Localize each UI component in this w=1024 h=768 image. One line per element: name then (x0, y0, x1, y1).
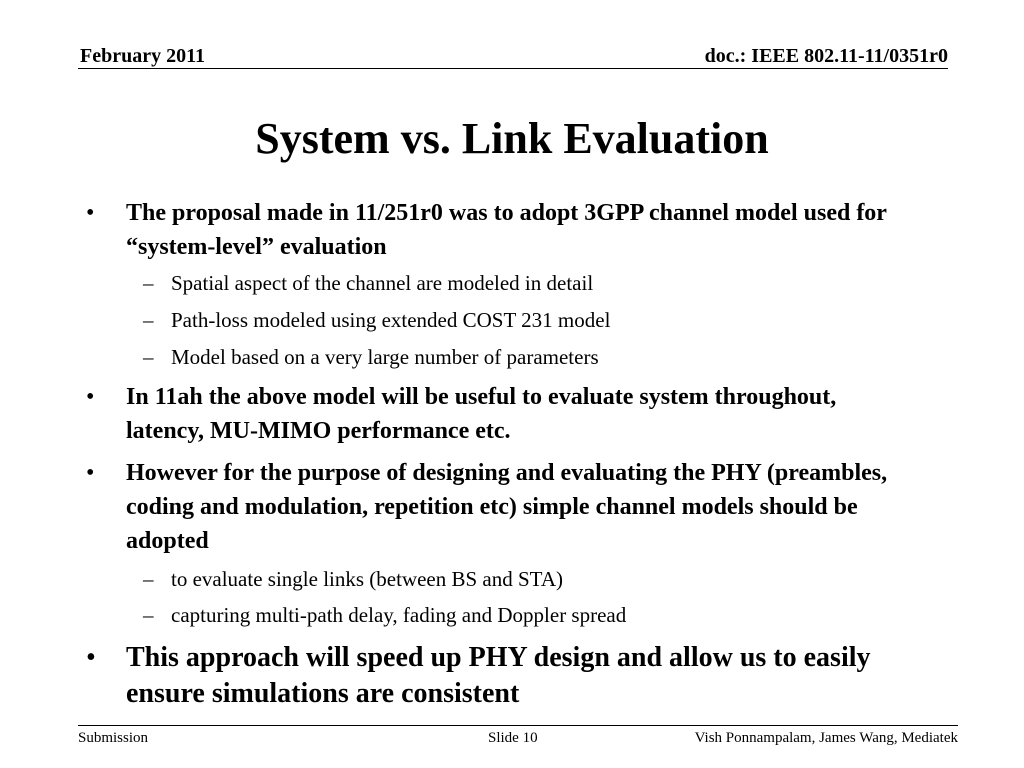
bullet-marker: • (86, 460, 95, 486)
sub-bullet-marker: – (143, 271, 154, 295)
sub-bullet-1-2 (143, 307, 931, 333)
bullet-3-text: However for the purpose of designing and evaluating the PHY (preambles, coding and modulation, repetition etc) simple channel models should be adopted (126, 460, 888, 554)
sub-bullet-1-3 (143, 344, 931, 370)
sub-bullet-marker: – (143, 603, 154, 627)
header-date: February 2011 (80, 45, 205, 67)
slide-title: System vs. Link Evaluation (255, 114, 769, 163)
bullet-2 (86, 380, 846, 448)
bullet-3 (86, 456, 946, 558)
sub-bullet-marker: – (143, 567, 154, 591)
sub-bullet-1-1 (143, 270, 931, 296)
sub-bullet-marker: – (143, 345, 154, 369)
footer-slide-number: Slide 10 (488, 730, 538, 746)
bullet-marker: • (86, 200, 95, 226)
sub-bullet-3-1 (143, 566, 931, 592)
footer-rule (78, 725, 958, 726)
sub-bullet-3-2 (143, 602, 931, 628)
sub-bullet-1-1-text: Spatial aspect of the channel are modeled in detail (171, 271, 594, 295)
sub-bullet-3-1-text: to evaluate single links (between BS and STA) (171, 567, 563, 591)
sub-bullet-marker: – (143, 308, 154, 332)
sub-bullet-3-2-text: capturing multi-path delay, fading and Doppler spread (171, 603, 627, 627)
bullet-1 (86, 196, 946, 264)
header-rule (78, 68, 948, 69)
footer-submission: Submission (78, 730, 149, 746)
bullet-4-text: This approach will speed up PHY design and allow us to easily ensure simulations are consistent (126, 642, 871, 709)
bullet-marker: • (86, 384, 95, 410)
sub-bullet-1-3-text: Model based on a very large number of parameters (171, 345, 599, 369)
header-doc-id: doc.: IEEE 802.11-11/0351r0 (704, 45, 948, 67)
bullet-marker: • (86, 642, 96, 673)
bullet-2-text: In 11ah the above model will be useful to evaluate system throughout, latency, MU-MIMO performance etc. (126, 384, 837, 444)
sub-bullet-1-2-text: Path-loss modeled using extended COST 231 model (171, 308, 611, 332)
bullet-1-text: The proposal made in 11/251r0 was to adopt 3GPP channel model used for “system-level” evaluation (126, 200, 887, 260)
footer-authors: Vish Ponnampalam, James Wang, Mediatek (694, 730, 958, 746)
bullet-4 (86, 640, 926, 712)
